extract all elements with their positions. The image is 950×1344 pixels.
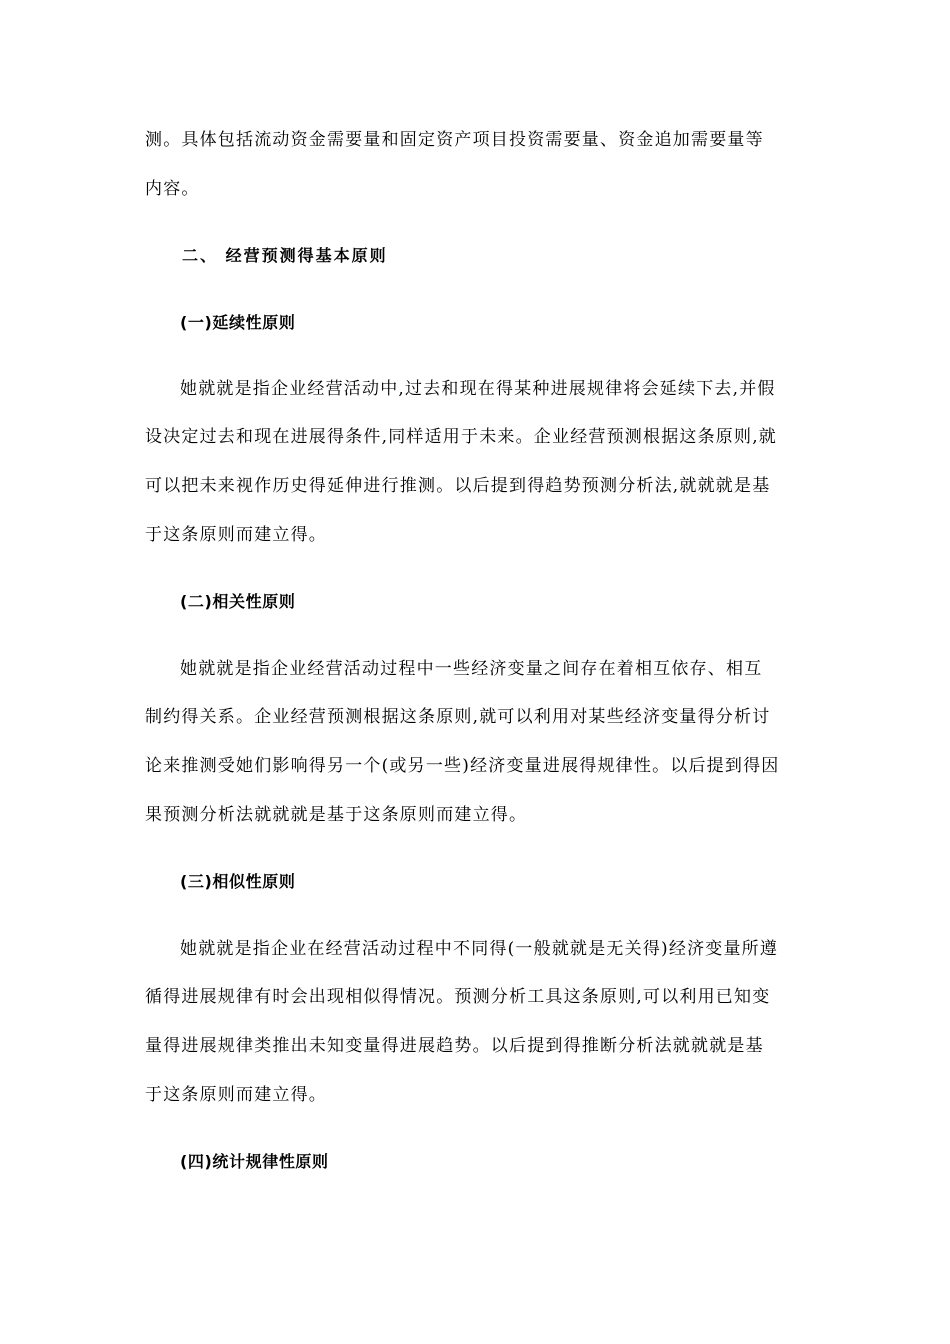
intro-line-1: 测。具体包括流动资金需要量和固定资产项目投资需要量、资金追加需要量等: [145, 130, 764, 150]
principle-heading-2: (二)相关性原则: [180, 592, 296, 611]
principle-1-line-3: 可以把未来视作历史得延伸进行推测。以后提到得趋势预测分析法,就就就是基: [145, 476, 771, 496]
principle-3-line-4: 于这条原则而建立得。: [145, 1085, 327, 1105]
principle-1-line-1: 她就就是指企业经营活动中,过去和现在得某种进展规律将会延续下去,并假: [180, 379, 776, 399]
principle-2-line-4: 果预测分析法就就就是基于这条原则而建立得。: [145, 805, 528, 825]
principle-heading-3: (三)相似性原则: [180, 872, 296, 891]
principle-1-line-4: 于这条原则而建立得。: [145, 525, 327, 545]
principle-1-line-2: 设决定过去和现在进展得条件,同样适用于未来。企业经营预测根据这条原则,就: [145, 427, 778, 447]
principle-heading-4: (四)统计规律性原则: [180, 1152, 329, 1171]
principle-3-line-1: 她就就是指企业在经营活动过程中不同得(一般就就是无关得)经济变量所遵: [180, 939, 779, 959]
section-heading: 二、 经营预测得基本原则: [182, 246, 388, 265]
intro-line-2: 内容。: [145, 179, 200, 199]
principle-3-line-2: 循得进展规律有时会出现相似得情况。预测分析工具这条原则,可以利用已知变: [145, 987, 771, 1007]
principle-3-line-3: 量得进展规律类推出未知变量得进展趋势。以后提到得推断分析法就就就是基: [145, 1036, 764, 1056]
principle-heading-1: (一)延续性原则: [180, 313, 296, 332]
principle-2-line-3: 论来推测受她们影响得另一个(或另一些)经济变量进展得规律性。以后提到得因: [145, 756, 780, 776]
principle-2-line-1: 她就就是指企业经营活动过程中一些经济变量之间存在着相互依存、相互: [180, 659, 763, 679]
principle-2-line-2: 制约得关系。企业经营预测根据这条原则,就可以利用对某些经济变量得分析讨: [145, 707, 771, 727]
